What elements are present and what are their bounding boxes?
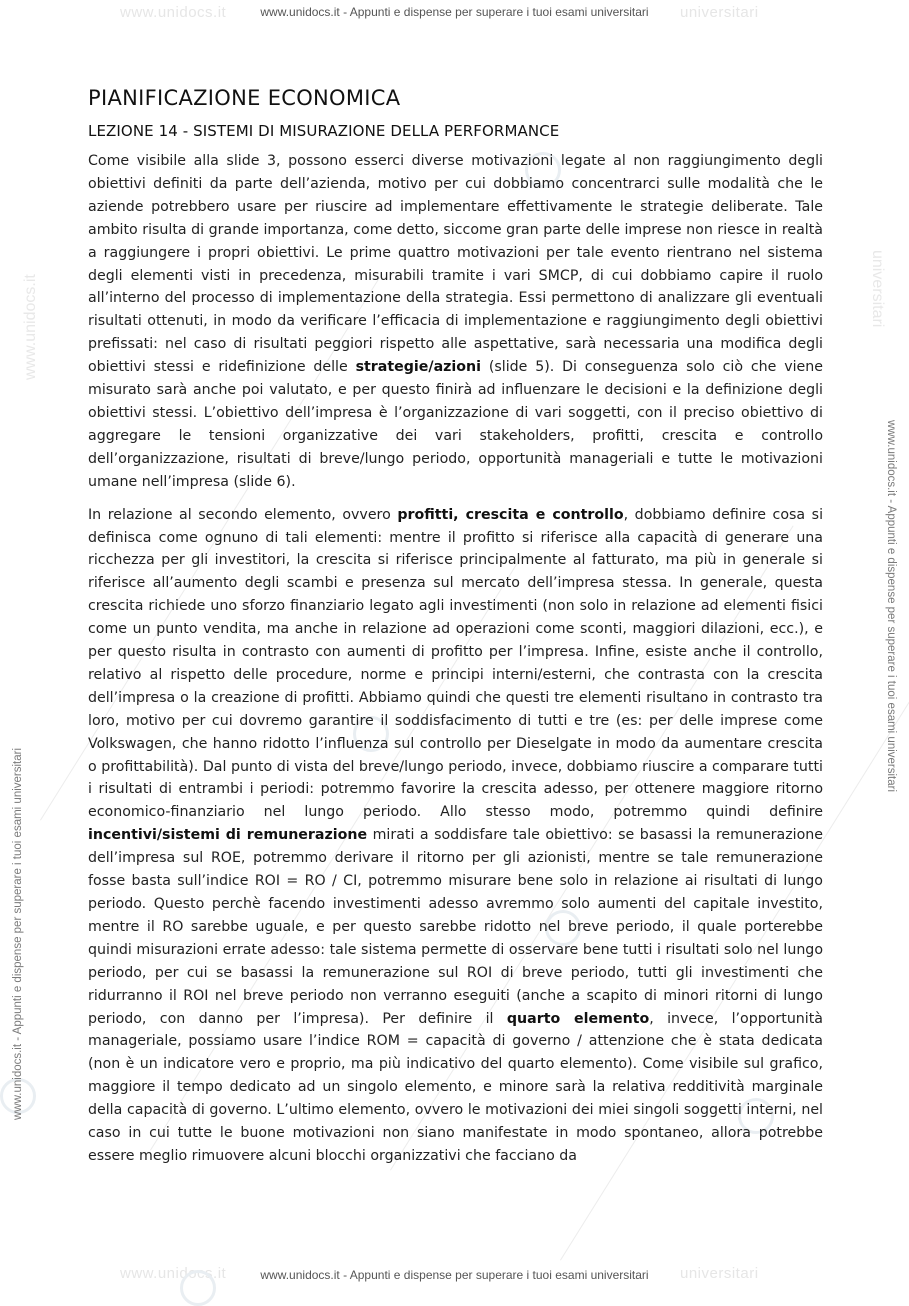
paragraph-1: [88, 150, 823, 494]
watermark-ghost-top-right: universitari: [680, 4, 759, 21]
side-watermark-right: www.unidocs.it - Appunti e dispense per superare i tuoi esami universitari: [885, 420, 897, 793]
paragraph-2-text-e: , invece, l’opportunità manageriale, possiamo usare l’indice ROM = capacità di governo / attenzione che è stata dedicata (non è un indicatore vero e proprio, ma più indicativo del quarto elemento). Come visibile sul grafico, maggiore il tempo dedicato ad un singolo elemento, e minore sarà la relativa redditività marginale della capacità di governo. L’ultimo elemento, ovvero le motivazioni dei miei singoli soggetti interni, nel caso in cui tutte le buone motivazioni non siano manifestate in modo spontaneo, allora potrebbe essere meglio rimuovere alcuni blocchi organizzativi che facciano da: [88, 1010, 823, 1164]
paragraph-2-text-d: mirati a soddisfare tale obiettivo: se basassi la remunerazione dell’impresa sul ROE, potremmo derivare il ritorno per gli azionisti, mentre se tale remunerazione fosse basta sull’indice ROI = RO / CI, potremmo misurare bene solo in relazione ai risultati di lungo periodo. Questo perchè facendo investimenti adesso avremmo solo aumenti del capitale investito, mentre il RO sarebbe uguale, e per questo sarebbe ridotto nel breve periodo, il quale porterebbe quindi misurazioni errate adesso: tale sistema permette di osservare bene tutti i risultati solo nel lungo periodo, per cui se basassi la remunerazione sul ROI di breve periodo, tutti gli investimenti che ridurranno il ROI nel breve periodo non verranno eseguiti (anche a scapito di minori ritorni di lungo periodo, con danno per l’impresa). Per definire il: [88, 827, 823, 1027]
keyword-profitti-crescita-controllo: profitti, crescita e controllo: [397, 506, 624, 523]
document-body: [88, 86, 823, 1178]
watermark-ghost-bottom-right: universitari: [680, 1265, 759, 1282]
header-watermark: www.unidocs.it - Appunti e dispense per superare i tuoi esami universitari: [260, 5, 649, 19]
keyword-incentivi-remunerazione: incentivi/sistemi di remunerazione: [88, 827, 368, 844]
watermark-ghost-side-right: universitari: [869, 250, 886, 328]
paragraph-2: [88, 504, 823, 1168]
footer-watermark: www.unidocs.it - Appunti e dispense per superare i tuoi esami universitari: [260, 1268, 649, 1282]
document-title: PIANIFICAZIONE ECONOMICA: [88, 86, 401, 110]
paragraph-1-text-a: Come visibile alla slide 3, possono esserci diverse motivazioni legate al non raggiungimento degli obiettivi definiti da parte dell’azienda, motivo per cui dobbiamo concentrarci sulle modalità che le aziende potrebbero usare per riuscire ad implementare effettivamente le strategie deliberate. Tale ambito risulta di grande importanza, come detto, siccome gran parte delle imprese non riesce in realtà a raggiungere i propri obiettivi. Le prime quattro motivazioni per tale evento rientrano nel sistema degli elementi visti in precedenza, misurabili tramite i vari SMCP, di cui dobbiamo capire il ruolo all’interno del processo di implementazione della strategia. Essi permettono di analizzare gli eventuali risultati ottenuti, in modo da verificare l’efficacia di implementazione e raggiungimento degli obiettivi prefissati: nel caso di risultati peggiori rispetto alle aspettative, sarà necessaria una modifica degli obiettivi stessi e ridefinizione delle: [88, 153, 823, 376]
paragraph-2-text-c: , dobbiamo definire cosa si definisca come ognuno di tali elementi: mentre il profitto si riferisce alla capacità di generare una ricchezza per gli investitori, la crescita si riferisce principalmente al fatturato, ma più in generale si riferisce all’aumento degli scambi e presenza sul mercato dell’impresa stessa. In generale, questa crescita richiede uno sforzo finanziario legato agli investimenti (non solo in relazione ad elementi fisici come un punto vendita, ma anche in relazione ad operazioni come sconti, maggiori dilazioni, ecc.), e per questo risulta in contrasto con aumenti di profitto per l’impresa. Infine, esiste anche il controllo, relativo al rispetto delle procedure, norme e principi interni/esterni, che contrasta con la crescita dell’impresa o la creazione di profitti. Abbiamo quindi che questi tre elementi risultano in contrasto tra loro, motivo per cui dovremo garantire il soddisfacimento di tutti e tre (es: per delle imprese come Volkswagen, che hanno ridotto l’influenza sul controllo per Dieselgate in modo da aumentare crescita o profittabilità). Dal punto di vista del breve/lungo periodo, invece, dobbiamo riuscire a comparare tutti i risultati di entrambi i periodi: potremmo favorire la crescita adesso, per ottenere maggiore ritorno economico-finanziario nel lungo periodo. Allo stesso modo, potremmo quindi definire: [88, 506, 824, 821]
keyword-strategie-azioni: strategie/azioni: [355, 359, 481, 376]
watermark-ghost-top: www.unidocs.it: [120, 4, 227, 21]
watermark-ghost-side-left: www.unidocs.it: [22, 274, 39, 380]
paragraph-1-text-c: (slide 5). Di conseguenza solo ciò che viene misurato sarà anche poi valutato, e per questo finirà ad influenzare le decisioni e la definizione degli obiettivi stessi. L’obiettivo dell’impresa è l’organizzazione di vari soggetti, con il preciso obiettivo di aggregare le tensioni organizzative dei vari stakeholders, profitti, crescita e controllo dell’organizzazione, risultati di breve/lungo periodo, opportunità manageriali e tutte le motivazioni umane nell’impresa (slide 6).: [88, 359, 823, 490]
side-watermark-left: www.unidocs.it - Appunti e dispense per superare i tuoi esami universitari: [12, 747, 24, 1120]
keyword-quarto-elemento: quarto elemento: [506, 1010, 650, 1027]
watermark-ghost-bottom: www.unidocs.it: [120, 1265, 227, 1282]
paragraph-2-text-a: In relazione al secondo elemento, ovvero: [88, 506, 398, 523]
lesson-subtitle: LEZIONE 14 - SISTEMI DI MISURAZIONE DELLA PERFORMANCE: [88, 122, 560, 140]
